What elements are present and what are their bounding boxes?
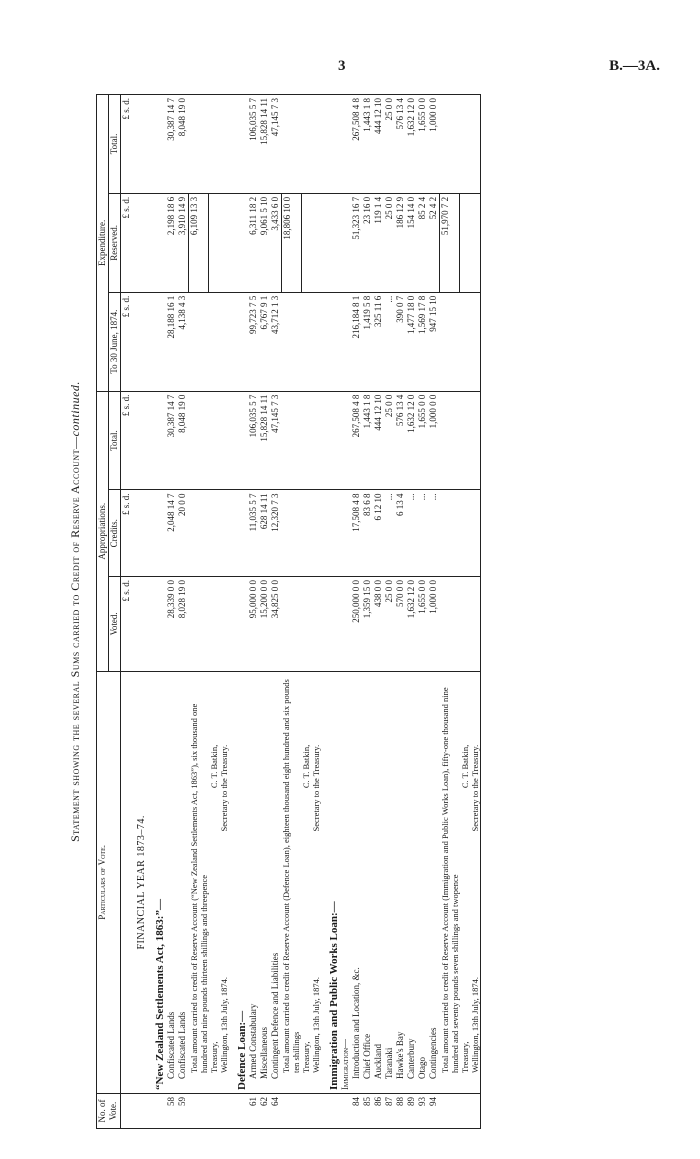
vote-particulars: Contingent Defence and Liabilities	[270, 671, 281, 1093]
empty-cell	[460, 193, 470, 292]
empty-cell	[229, 95, 248, 194]
empty-cell	[340, 490, 351, 577]
vote-cell	[321, 1093, 340, 1128]
empty-cell	[209, 391, 219, 490]
reserved-amount: 3,910 14 9	[177, 193, 188, 292]
table-row	[384, 95, 395, 1129]
appropriation-total: 1,443 1 8	[362, 391, 373, 490]
empty-cell	[301, 391, 311, 490]
reserved-amount: 85 2 4	[417, 193, 428, 292]
table-row	[270, 95, 281, 1129]
empty-cell	[321, 292, 340, 391]
empty-cell	[321, 193, 340, 292]
col-exp-total: Total.	[109, 95, 121, 194]
lsd-header: £ s. d.	[121, 292, 133, 391]
appropriation-total: 25 0 0	[384, 391, 395, 490]
statement-table	[96, 94, 481, 1129]
signature-line	[470, 671, 480, 1093]
appropriation-total: 8,048 19 0	[177, 391, 188, 490]
empty-cell	[340, 391, 351, 490]
reserve-total-note: Total amount carried to credit of Reserve Account (“New Zealand Settlements Act, 1863”), six thousand one hundred and nine pounds thirteen shillings and threepence	[189, 671, 209, 1093]
spacer-cell	[480, 1093, 481, 1128]
section-heading: Defence Loan:—	[229, 671, 248, 1093]
col-total: Total.	[109, 391, 121, 490]
credits-amount: ...	[417, 490, 428, 577]
expended-to-june: ...	[384, 292, 395, 391]
expended-to-june: 4,138 4 3	[177, 292, 188, 391]
vote-number: 87	[384, 1096, 394, 1106]
empty-cell	[321, 490, 340, 577]
vote-particulars: Chief Office	[362, 671, 373, 1093]
signatory-name: C. T. Batkin,	[301, 744, 311, 789]
table-row	[417, 95, 428, 1129]
ellipsis-cell	[440, 490, 460, 577]
table-row	[395, 95, 406, 1129]
spacer-cell	[480, 490, 481, 577]
empty-cell	[340, 193, 351, 292]
empty-cell	[311, 490, 321, 577]
reserved-amount: 51,323 16 7	[351, 193, 362, 292]
reserve-total-amount: 51,970 7 2	[440, 193, 460, 292]
reserve-total-note: Total amount carried to credit of Reserve Account (Defence Loan), eighteen thousand eight hundred and six pounds ten shillings	[281, 671, 301, 1093]
ellipsis-cell	[440, 391, 460, 490]
empty-cell	[301, 95, 311, 194]
expended-to-june: 216,184 8 1	[351, 292, 362, 391]
empty-cell	[440, 95, 460, 194]
appropriation-total: 30,387 14 7	[166, 391, 177, 490]
expenditure-total: 15,828 14 11	[259, 95, 270, 194]
expended-to-june: 1,569 17 8	[417, 292, 428, 391]
vote-particulars: Contingencies	[428, 671, 439, 1093]
empty-cell	[209, 193, 219, 292]
empty-cell	[209, 292, 219, 391]
reserved-amount: 119 1 4	[373, 193, 384, 292]
vote-number: 88	[395, 1096, 405, 1106]
vote-particulars: Armed Constabulary	[248, 671, 259, 1093]
vote-cell	[189, 1093, 209, 1128]
empty-cell	[219, 193, 229, 292]
credits-amount: 6 13 4	[395, 490, 406, 577]
expenditure-total: 47,145 7 3	[270, 95, 281, 194]
treasury-label: Treasury,	[459, 1041, 470, 1073]
appropriation-total: 267,508 4 8	[351, 391, 362, 490]
empty-cell	[470, 577, 480, 672]
empty-cell	[219, 490, 229, 577]
spacer-cell	[480, 193, 481, 292]
table-row	[373, 95, 384, 1129]
empty-cell	[460, 391, 470, 490]
table-row	[362, 95, 373, 1129]
reserved-amount: 9,061 5 10	[259, 193, 270, 292]
voted-amount: 25 0 0	[384, 577, 395, 672]
reserve-total-amount: 6,109 13 3	[189, 193, 209, 292]
vote-particulars: Confiscated Lands	[177, 671, 188, 1093]
table-row	[166, 95, 177, 1129]
signature-date: Wellington, 13th July, 1874.	[311, 976, 321, 1073]
vote-cell	[147, 1093, 166, 1128]
vote-particulars: Canterbury	[406, 671, 417, 1093]
empty-cell	[189, 95, 209, 194]
title-text: Statement showing the several Sums carried to Credit of Reserve Account—	[68, 436, 82, 842]
ellipsis-cell	[281, 490, 301, 577]
empty-cell	[470, 292, 480, 391]
empty-cell	[209, 577, 219, 672]
vote-number: 58	[166, 1096, 176, 1106]
empty-cell	[311, 391, 321, 490]
reserved-amount: 6,311 18 2	[248, 193, 259, 292]
ellipsis-cell	[440, 577, 460, 672]
appropriation-total: 15,828 14 11	[259, 391, 270, 490]
spacer-cell	[480, 95, 481, 194]
vote-cell	[340, 1093, 351, 1128]
appropriation-total: 106,035 5 7	[248, 391, 259, 490]
expenditure-total: 267,508 4 8	[351, 95, 362, 194]
vote-number: 64	[269, 1096, 280, 1106]
vote-cell	[301, 1093, 311, 1128]
signature-line	[460, 671, 470, 1093]
expended-to-june: 390 0 7	[395, 292, 406, 391]
appropriation-total: 576 13 4	[395, 391, 406, 490]
expended-to-june: 28,188 16 1	[166, 292, 177, 391]
empty-cell	[311, 292, 321, 391]
lsd-header: £ s. d.	[121, 391, 133, 490]
empty-cell	[147, 95, 166, 194]
vote-number: 86	[373, 1096, 383, 1106]
appropriation-total: 1,632 12 0	[406, 391, 417, 490]
empty-cell	[460, 490, 470, 577]
voted-amount: 250,000 0 0	[351, 577, 362, 672]
credits-amount: 17,508 4 8	[351, 490, 362, 577]
treasury-label: Treasury,	[208, 1041, 219, 1073]
empty-cell	[340, 95, 351, 194]
reserved-amount: 3,433 6 0	[270, 193, 281, 292]
empty-cell	[301, 490, 311, 577]
table-row	[259, 95, 270, 1129]
empty-cell	[301, 193, 311, 292]
expended-to-june: 6,767 9 1	[259, 292, 270, 391]
voted-amount: 1,000 0 0	[428, 577, 439, 672]
spacer-cell	[480, 671, 481, 1093]
voted-amount: 438 0 0	[373, 577, 384, 672]
vote-particulars: Auckland	[373, 671, 384, 1093]
empty-cell	[470, 95, 480, 194]
section-heading-row	[229, 95, 248, 1129]
reserve-total-note: Total amount carried to credit of Reserve Account (Immigration and Public Works Loan), fifty-one thousand nine hundred and seventy pounds seven shillings and twopence	[440, 671, 460, 1093]
empty-cell	[147, 391, 166, 490]
signature-date: Wellington, 13th July, 1874.	[469, 976, 480, 1073]
signatory-title: Secretary to the Treasury.	[469, 744, 480, 832]
section-heading: “New Zealand Settlements Act, 1863:”—	[147, 671, 166, 1093]
expenditure-total: 30,387 14 7	[166, 95, 177, 194]
empty-cell	[219, 577, 229, 672]
col-voted: Voted.	[109, 577, 121, 672]
spacer-cell	[480, 577, 481, 672]
vote-cell	[440, 1093, 460, 1128]
expended-to-june: 1,477 18 0	[406, 292, 417, 391]
empty-cell	[470, 193, 480, 292]
signature-line	[219, 671, 229, 1093]
empty-cell	[311, 577, 321, 672]
vote-cell	[311, 1093, 321, 1128]
section-heading-row	[321, 95, 340, 1129]
section-subheading: Immigration—	[340, 671, 351, 1093]
vote-particulars: Introduction and Location, &c.	[351, 671, 362, 1093]
vote-particulars: Taranaki	[384, 671, 395, 1093]
credits-amount: ...	[428, 490, 439, 577]
ellipsis-cell	[189, 292, 209, 391]
signatory-title: Secretary to the Treasury.	[311, 744, 321, 832]
table-row	[248, 95, 259, 1129]
empty-cell	[219, 95, 229, 194]
signature-line	[311, 671, 321, 1093]
credits-amount: 11,035 5 7	[248, 490, 259, 577]
empty-cell	[301, 577, 311, 672]
appropriation-total: 1,655 0 0	[417, 391, 428, 490]
vote-cell	[460, 1093, 470, 1128]
vote-number: 89	[406, 1096, 416, 1106]
vote-number: 62	[258, 1096, 269, 1106]
vote-number: 93	[417, 1096, 427, 1106]
reserved-amount: 186 12 9	[395, 193, 406, 292]
empty-cell	[229, 292, 248, 391]
vote-cell	[209, 1093, 219, 1128]
empty-cell	[321, 577, 340, 672]
credits-amount: ...	[406, 490, 417, 577]
expenditure-total: 25 0 0	[384, 95, 395, 194]
rotated-statement	[58, 94, 656, 1129]
reserved-amount: 2,198 18 6	[166, 193, 177, 292]
empty-cell	[209, 95, 219, 194]
vote-particulars: Miscellaneous	[259, 671, 270, 1093]
vote-number: 85	[362, 1096, 372, 1106]
vote-particulars: Hawke's Bay	[395, 671, 406, 1093]
credits-amount: 2,048 14 7	[166, 490, 177, 577]
ellipsis-cell	[189, 577, 209, 672]
empty-cell	[321, 391, 340, 490]
signature-date: Wellington, 13th July, 1874.	[218, 976, 229, 1073]
table-row	[351, 95, 362, 1129]
ellipsis-cell	[281, 577, 301, 672]
table-row	[428, 95, 439, 1129]
empty-cell	[147, 577, 166, 672]
voted-amount: 95,000 0 0	[248, 577, 259, 672]
expended-to-june: 99,723 7 5	[248, 292, 259, 391]
empty-cell	[340, 577, 351, 672]
vote-cell	[281, 1093, 301, 1128]
ellipsis-cell	[281, 292, 301, 391]
table-row	[177, 95, 188, 1129]
col-to-june: To 30 June, 1874.	[109, 292, 121, 391]
title-continued: continued.	[68, 381, 82, 437]
spacer-cell	[480, 391, 481, 490]
col-reserved: Reserved.	[109, 193, 121, 292]
lsd-header: £ s. d.	[121, 95, 133, 194]
expended-to-june: 43,712 1 3	[270, 292, 281, 391]
empty-cell	[311, 95, 321, 194]
empty-cell	[470, 391, 480, 490]
voted-amount: 1,359 15 0	[362, 577, 373, 672]
ellipsis-cell	[440, 292, 460, 391]
credits-amount: 83 6 8	[362, 490, 373, 577]
signature-line	[301, 671, 311, 1093]
vote-cell	[470, 1093, 480, 1128]
expended-to-june: 947 15 10	[428, 292, 439, 391]
spacer-cell	[480, 292, 481, 391]
empty-cell	[147, 193, 166, 292]
treasury-label: Treasury,	[301, 1041, 311, 1073]
empty-cell	[229, 577, 248, 672]
expended-to-june: 1,419 5 8	[362, 292, 373, 391]
voted-amount: 570 0 0	[395, 577, 406, 672]
lsd-header: £ s. d.	[121, 577, 133, 672]
empty-cell	[209, 490, 219, 577]
col-appropriations: Appropriations.	[97, 391, 109, 671]
voted-amount: 28,339 0 0	[166, 577, 177, 672]
expenditure-total: 8,048 19 0	[177, 95, 188, 194]
empty-cell	[460, 95, 470, 194]
voted-amount: 1,632 12 0	[406, 577, 417, 672]
statement-body	[121, 95, 481, 1129]
expenditure-total: 1,443 1 8	[362, 95, 373, 194]
lsd-header: £ s. d.	[121, 490, 133, 577]
reserved-amount: 52 4 2	[428, 193, 439, 292]
empty-cell	[460, 577, 470, 672]
vote-number: 84	[351, 1096, 361, 1106]
credits-amount: ...	[384, 490, 395, 577]
empty-cell	[229, 193, 248, 292]
empty-cell	[301, 292, 311, 391]
expenditure-total: 444 12 10	[373, 95, 384, 194]
vote-cell	[219, 1093, 229, 1128]
col-particulars: Particulars of Vote.	[97, 671, 121, 1093]
vote-cell	[229, 1093, 248, 1128]
empty-cell	[321, 95, 340, 194]
voted-amount: 15,200 0 0	[259, 577, 270, 672]
empty-cell	[219, 391, 229, 490]
expenditure-total: 1,632 12 0	[406, 95, 417, 194]
appropriation-total: 1,000 0 0	[428, 391, 439, 490]
credits-amount: 12,320 7 3	[270, 490, 281, 577]
section-heading-row	[147, 95, 166, 1129]
reserve-total-amount: 18,806 10 0	[281, 193, 301, 292]
credits-amount: 6 12 10	[373, 490, 384, 577]
ellipsis-cell	[189, 391, 209, 490]
signatory-name: C. T. Batkin,	[208, 744, 219, 789]
vote-number: 94	[428, 1096, 438, 1106]
signatory-title: Secretary to the Treasury.	[218, 744, 229, 832]
expenditure-total: 1,000 0 0	[428, 95, 439, 194]
section-heading: Immigration and Public Works Loan:—	[321, 671, 340, 1093]
col-expenditure: Expenditure.	[97, 95, 109, 392]
signatory-name: C. T. Batkin,	[459, 744, 470, 789]
vote-particulars: Otago	[417, 671, 428, 1093]
expenditure-total: 106,035 5 7	[248, 95, 259, 194]
empty-cell	[470, 490, 480, 577]
financial-year: FINANCIAL YEAR 1873–74.	[132, 671, 147, 1093]
voted-amount: 1,655 0 0	[417, 577, 428, 672]
empty-cell	[340, 292, 351, 391]
vote-number: 61	[247, 1096, 258, 1106]
empty-cell	[460, 292, 470, 391]
reserved-amount: 154 14 0	[406, 193, 417, 292]
voted-amount: 8,028 19 0	[177, 577, 188, 672]
ellipsis-cell	[189, 490, 209, 577]
reserved-amount: 25 0 0	[384, 193, 395, 292]
expenditure-total: 1,655 0 0	[417, 95, 428, 194]
empty-cell	[219, 292, 229, 391]
expended-to-june: 325 11 6	[373, 292, 384, 391]
statement-title	[68, 94, 83, 1129]
empty-cell	[311, 193, 321, 292]
lsd-header: £ s. d.	[121, 193, 133, 292]
empty-cell	[229, 490, 248, 577]
credits-amount: 628 14 11	[259, 490, 270, 577]
empty-cell	[281, 95, 301, 194]
col-credits: Credits.	[109, 490, 121, 577]
signature-line	[209, 671, 219, 1093]
appropriation-total: 47,145 7 3	[270, 391, 281, 490]
page-reference: B.—3A.	[609, 58, 660, 74]
empty-cell	[147, 490, 166, 577]
credits-amount: 20 0 0	[177, 490, 188, 577]
vote-particulars: Confiscated Lands	[166, 671, 177, 1093]
expenditure-total: 576 13 4	[395, 95, 406, 194]
page-number: 3	[338, 58, 346, 74]
voted-amount: 34,825 0 0	[270, 577, 281, 672]
vote-number: 59	[177, 1096, 187, 1106]
col-no-of-vote: No. of Vote.	[97, 1093, 121, 1128]
ellipsis-cell	[281, 391, 301, 490]
empty-cell	[147, 292, 166, 391]
table-row	[406, 95, 417, 1129]
empty-cell	[229, 391, 248, 490]
reserved-amount: 23 16 0	[362, 193, 373, 292]
appropriation-total: 444 12 10	[373, 391, 384, 490]
